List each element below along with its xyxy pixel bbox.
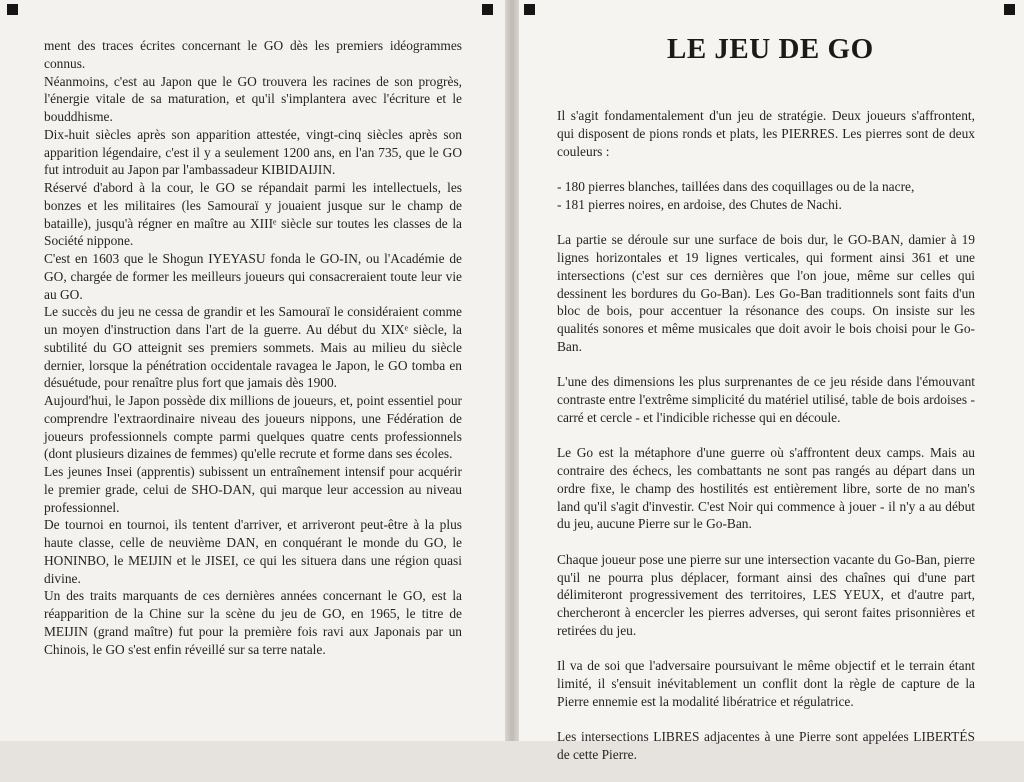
- paragraph: De tournoi en tournoi, ils tentent d'arriver, et arriveront peut-être à la plus haute classe, celle de neuvième DAN, en conquérant le monde du GO, le HONINBO, le MEIJIN et le JISEI, ce qui les situera dans une région quasi divine.: [44, 517, 462, 586]
- right-page-text: [557, 107, 975, 782]
- paragraph: Le succès du jeu ne cessa de grandir et les Samouraï le considéraient comme un moyen d'instruction dans l'art de la guerre. Au début du XIXᵉ siècle, la subtilité du GO atteignit ses premiers sommets. Mais au milieu du siècle dernier, lorsque la pénétration occidentale ravagea le Japon, le GO tomba en désuétude, pour renaître plus fort que jamais dès 1900.: [44, 304, 462, 391]
- paragraph: ment des traces écrites concernant le GO dès les premiers idéogrammes connus.: [44, 38, 462, 71]
- paragraph: La partie se déroule sur une surface de bois dur, le GO-BAN, damier à 19 lignes horizontales et 19 lignes verticales, qui forment ainsi 361 et une intersections (c'est sur ces dernières que l'on joue, même sur celles qui dessinent les bordures du Go-Ban). Les Go-Ban traditionnels sont faits d'un bloc de bois, pour accentuer la résonance des coups. On insiste sur les qualités sonores et même musicales que doit avoir le bois choisi pour le Go-Ban.: [557, 232, 975, 354]
- paragraph: Dix-huit siècles après son apparition attestée, vingt-cinq siècles après son apparition légendaire, c'est il y a seulement 1200 ans, en l'an 735, que le GO fut introduit au Japon par l'ambassadeur KIBIDAIJIN.: [44, 126, 462, 178]
- book-gutter: [505, 0, 519, 741]
- paragraph: Un des traits marquants de ces dernières années concernant le GO, est la réapparition de la Chine sur la scène du jeu de GO, en 1965, le titre de MEIJIN (grand maître) fut pour la première fois ravi aux Japonais par un Chinois, le GO s'est enfin réveillé sur sa terre natale.: [44, 588, 462, 657]
- registration-mark: [482, 4, 493, 15]
- page-title: LE JEU DE GO: [667, 33, 874, 65]
- paragraph: Le Go est la métaphore d'une guerre où s'affrontent deux camps. Mais au contraire des échecs, les combattants ne sont pas rangés au départ dans un ordre fixe, le champ des hostilités est entièrement libre, sorte de no man's land qu'il s'agit d'investir. C'est Noir qui commence à jouer - il n'y a au début du jeu, aucune Pierre sur le Go-Ban.: [557, 445, 975, 532]
- paragraph: Il va de soi que l'adversaire poursuivant le même objectif et le terrain étant limité, il s'ensuit inévitablement un conflit dont la règle de capture de la Pierre ennemie est la modalité libératrice et régulatrice.: [557, 658, 975, 709]
- paragraph: Les jeunes Insei (apprentis) subissent un entraînement intensif pour acquérir le premier grade, celui de SHO-DAN, qui marque leur accession au niveau professionnel.: [44, 464, 462, 515]
- paragraph: Néanmoins, c'est au Japon que le GO trouvera les racines de son progrès, l'énergie vitale de sa maturation, et qu'il s'implantera avec l'écriture et le bouddhisme.: [44, 73, 462, 124]
- paragraph: Aujourd'hui, le Japon possède dix millions de joueurs, et, point essentiel pour comprendre l'extraordinaire niveau des joueurs nippons, une Fédération de joueurs professionnels compte parmi quelques quatre cents professionnels (dont plusieurs dizaines de femmes) qu'elle recrute et forme dans ses écoles.: [44, 393, 462, 462]
- stone-list: [557, 160, 975, 213]
- paragraph: Chaque joueur pose une pierre sur une intersection vacante du Go-Ban, pierre qu'il ne pourra plus déplacer, formant ainsi des chaînes qui d'une part délimiteront progressivement des territoires, LES YEUX, et d'autre part, chercheront à encercler les pierres adverses, qui seront faites prisonnières et retirées du jeu.: [557, 551, 975, 638]
- paragraph: Les intersections LIBRES adjacentes à une Pierre sont appelées LIBERTÉS de cette Pierre.: [557, 729, 975, 762]
- list-item: - 181 pierres noires, en ardoise, des Chutes de Nachi.: [557, 196, 842, 212]
- paragraph: Réservé d'abord à la cour, le GO se répandait parmi les intellectuels, les bonzes et les militaires (les Samouraï y jouaient jusque sur le champ de bataille), jusqu'à régner en maître au XIIIᵉ siècle sur toutes les classes de la Société nippone.: [44, 180, 462, 249]
- list-item: - 180 pierres blanches, taillées dans des coquillages ou de la nacre,: [557, 179, 915, 194]
- registration-mark: [524, 4, 535, 15]
- registration-mark: [1004, 4, 1015, 15]
- registration-mark: [7, 4, 18, 15]
- left-page-text: [44, 37, 462, 658]
- paragraph: C'est en 1603 que le Shogun IYEYASU fonda le GO-IN, ou l'Académie de GO, chargée de former les meilleurs joueurs qui consacreraient toute leur vie au GO.: [44, 251, 462, 302]
- intro-paragraph: Il s'agit fondamentalement d'un jeu de stratégie. Deux joueurs s'affrontent, qui disposent de pions ronds et plats, les PIERRES. Les pierres sont de deux couleurs :: [557, 108, 975, 159]
- paragraph: L'une des dimensions les plus surprenantes de ce jeu réside dans l'émouvant contraste entre l'extrême simplicité du matériel utilisé, table de bois ardoises - carré et cercle - et l'indicible richesse qui en découle.: [557, 374, 975, 425]
